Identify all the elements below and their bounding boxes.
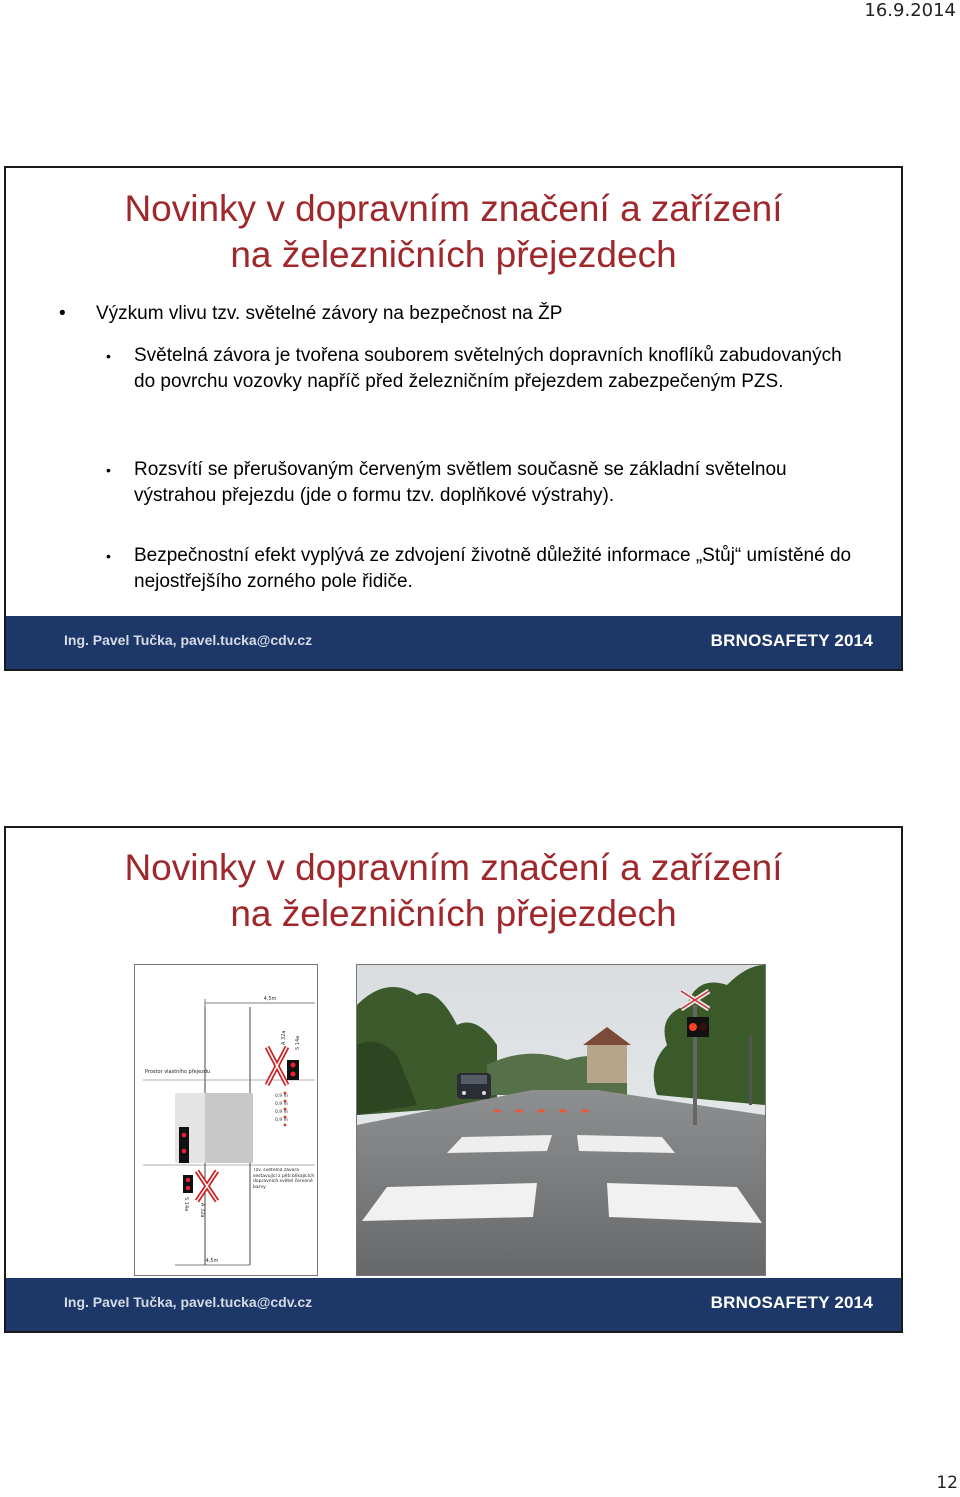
- spacing-label: 0,9 m: [275, 1118, 288, 1123]
- sub-bullet: [106, 543, 856, 595]
- sign-bottom-a: S 14a: [183, 1197, 189, 1212]
- title-line-2: na železničních přejezdech: [230, 893, 677, 934]
- footer-event: BRNOSAFETY 2014: [710, 631, 873, 650]
- car-icon: [457, 1073, 491, 1099]
- title-line-1: Novinky v dopravním značení a zařízení: [124, 847, 783, 888]
- dimension-top: 4,5m: [263, 996, 277, 1002]
- bullet-dot: •: [106, 348, 111, 364]
- footer-author: Ing. Pavel Tučka, pavel.tucka@cdv.cz: [64, 1294, 313, 1310]
- area-label: Prostor vlastního přejezdu: [145, 1069, 211, 1075]
- sign-bottom-b: A 32a: [199, 1203, 205, 1218]
- cross-sign-icon: [197, 1171, 217, 1201]
- sub-bullet-text: Rozsvítí se přerušovaným červeným světlem současně se základní světelnou výstrahou přejezdu (jde o formu tzv. doplňkové výstrahy).: [134, 459, 787, 506]
- dimension-bottom: 4,5m: [205, 1258, 219, 1264]
- main-bullet-text: • Výzkum vlivu tzv. světelné závory na bezpečnost na ŽP: [96, 303, 563, 324]
- traffic-signal-icon: [687, 1017, 709, 1037]
- page-date: 16.9.2014: [864, 0, 956, 21]
- sub-bullet-text: Bezpečnostní efekt vyplývá ze zdvojení životně důležité informace „Stůj“ umístěné do nejostřejšího zorného pole řidiče.: [134, 545, 852, 592]
- page-number: 12: [936, 1473, 958, 1493]
- slide-1: [4, 166, 903, 671]
- footer-event: BRNOSAFETY 2014: [710, 1293, 873, 1312]
- crossing-diagram: [134, 964, 318, 1276]
- sub-bullet: [106, 343, 856, 395]
- slide-footer: [6, 1278, 901, 1331]
- signal-icon: [179, 1127, 189, 1163]
- slide-2: [4, 826, 903, 1333]
- sub-bullet: [106, 457, 856, 509]
- footer-author: Ing. Pavel Tučka, pavel.tucka@cdv.cz: [64, 632, 313, 648]
- title-line-1: Novinky v dopravním značení a zařízení: [124, 188, 783, 229]
- sign-top-a: A 32a: [281, 1030, 287, 1045]
- road-crossing-photo: [356, 964, 766, 1276]
- main-bullet: [62, 302, 872, 326]
- signal-icon: [287, 1060, 299, 1080]
- signal-icon: [183, 1175, 193, 1193]
- sub-bullet-text: Světelná závora je tvořena souborem světelných dopravních knoflíků zabudovaných do povrchu vozovky napříč před železničním přejezdem zabezpečeným PZS.: [134, 345, 842, 392]
- slide-title: [6, 845, 901, 937]
- bullet-dot: •: [106, 462, 111, 478]
- diagram-drawing: [135, 965, 317, 1275]
- spacing-label: 0,9 m: [275, 1102, 288, 1107]
- sign-top-b: S 14a: [295, 1035, 301, 1050]
- slide-title: [6, 186, 901, 278]
- spacing-label: 0,9 m: [275, 1094, 288, 1099]
- slide-footer: [6, 616, 901, 669]
- photo-drawing: [357, 965, 765, 1275]
- diagram-note: Tzv. světelná závora sestavující z pěti blikajících dopravních světel červené barvy: [253, 1168, 315, 1190]
- cross-sign-icon: [267, 1047, 287, 1085]
- spacing-label: 0,9 m: [275, 1110, 288, 1115]
- bullet-dot: •: [106, 548, 111, 564]
- title-line-2: na železničních přejezdech: [230, 234, 677, 275]
